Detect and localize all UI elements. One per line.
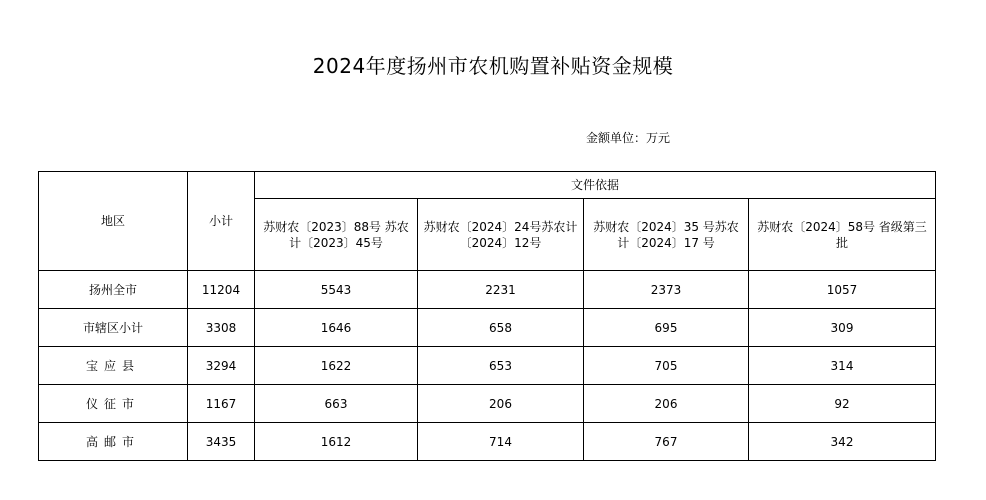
region-cell: 扬州全市: [39, 271, 188, 309]
amount-unit-label: 金额单位：万元: [586, 131, 671, 145]
value-cell: 767: [584, 423, 749, 461]
table-row: [39, 347, 936, 385]
subtotal-cell: 1167: [188, 385, 255, 423]
value-cell: 1612: [255, 423, 418, 461]
table-row: [39, 309, 936, 347]
value-cell: 1646: [255, 309, 418, 347]
value-cell: 206: [584, 385, 749, 423]
region-cell: 高邮市: [39, 423, 188, 461]
header-document-basis: 文件依据: [255, 172, 936, 199]
header-doc-4: 苏财农〔2024〕58号 省级第三批: [749, 199, 936, 271]
value-cell: 92: [749, 385, 936, 423]
value-cell: 714: [418, 423, 584, 461]
table-row: [39, 423, 936, 461]
value-cell: 342: [749, 423, 936, 461]
table-row: [39, 385, 936, 423]
subtotal-cell: 3308: [188, 309, 255, 347]
value-cell: 705: [584, 347, 749, 385]
header-subtotal: 小计: [188, 172, 255, 271]
subtotal-cell: 11204: [188, 271, 255, 309]
table-row: [39, 271, 936, 309]
value-cell: 2231: [418, 271, 584, 309]
value-cell: 653: [418, 347, 584, 385]
header-region: 地区: [39, 172, 188, 271]
subtotal-cell: 3294: [188, 347, 255, 385]
value-cell: 658: [418, 309, 584, 347]
region-cell: 仪征市: [39, 385, 188, 423]
value-cell: 1622: [255, 347, 418, 385]
value-cell: 1057: [749, 271, 936, 309]
header-doc-1: 苏财农〔2023〕88号 苏农计〔2023〕45号: [255, 199, 418, 271]
value-cell: 695: [584, 309, 749, 347]
region-cell: 宝应县: [39, 347, 188, 385]
subtotal-cell: 3435: [188, 423, 255, 461]
region-cell: 市辖区小计: [39, 309, 188, 347]
value-cell: 2373: [584, 271, 749, 309]
header-doc-2: 苏财农〔2024〕24号苏农计〔2024〕12号: [418, 199, 584, 271]
value-cell: 206: [418, 385, 584, 423]
header-doc-3: 苏财农〔2024〕35 号苏农计〔2024〕17 号: [584, 199, 749, 271]
page-title: 2024年度扬州市农机购置补贴资金规模: [312, 54, 674, 78]
table-header-row: [39, 172, 936, 199]
value-cell: 314: [749, 347, 936, 385]
value-cell: 663: [255, 385, 418, 423]
value-cell: 309: [749, 309, 936, 347]
value-cell: 5543: [255, 271, 418, 309]
subsidy-table: [38, 171, 936, 461]
